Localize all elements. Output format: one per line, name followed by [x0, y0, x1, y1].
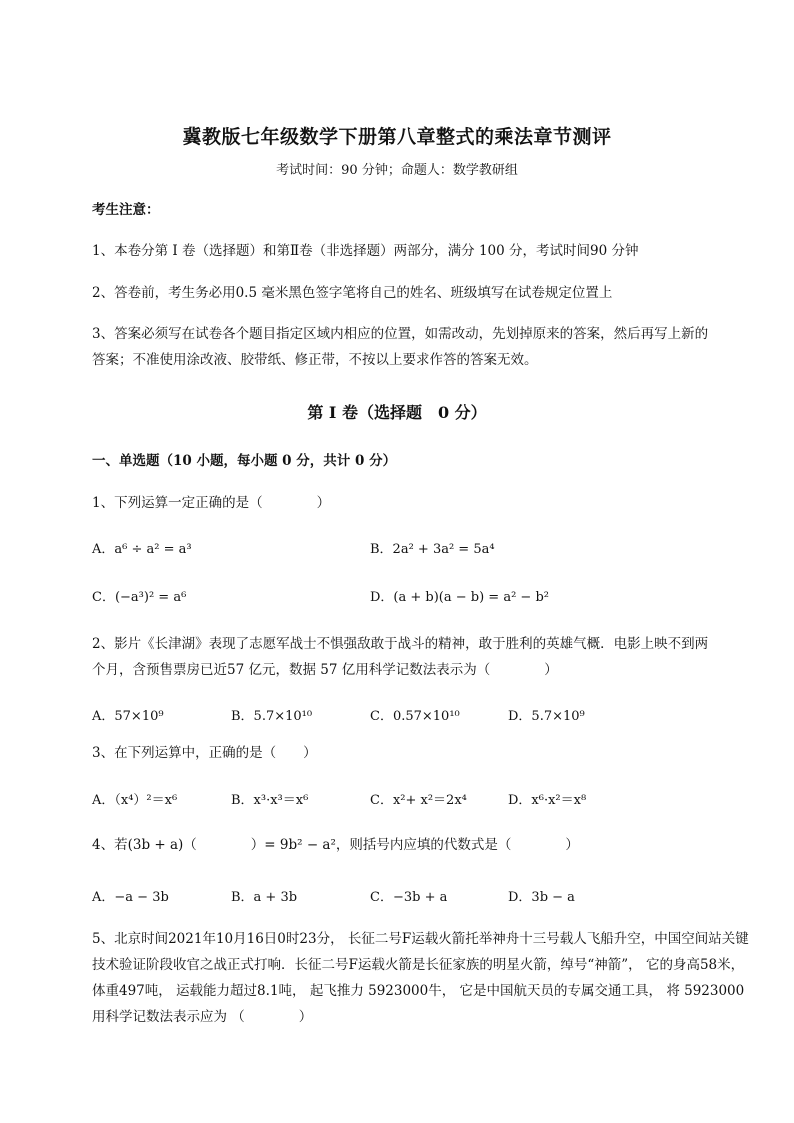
section-title: 第 I 卷（选择题 0 分） [307, 403, 487, 422]
question-1-option-c: C．(−a³)² = a⁶ [92, 590, 187, 605]
note-item-1: 1、本卷分第 I 卷（选择题）和第Ⅱ卷（非选择题）两部分，满分 100 分，考试时间90 分钟 [92, 243, 639, 259]
question-5-stem: 5、北京时间2021年10月16日0时23分， 长征二号F运载火箭托举神舟十三号载人飞船升空，中国空间站关键技术验证阶段收官之战正式打响．长征二号F运载火箭是长征家族的明星火箭，绰号“神箭”， 它的身高58米， 体重497吨， 运载能力超过8.1吨， 起飞推力 5923000牛， 它是中国航天员的专属交通工具， 将 5923000 用科学记数法表示应为 （ ） [92, 931, 749, 1025]
note-item-3: 3、答案必须写在试卷各个题目指定区域内相应的位置，如需改动，先划掉原来的答案，然后再写上新的答案；不准使用涂改液、胶带纸、修正带，不按以上要求作答的答案无效。 [92, 326, 709, 368]
page-title: 冀教版七年级数学下册第八章整式的乘法章节测评 [182, 126, 612, 148]
question-3-option-a: A．（x⁴）²＝x⁶ [92, 793, 178, 808]
notes-heading: 考生注意： [92, 202, 160, 218]
question-2-stem: 2、影片《长津湖》表现了志愿军战士不惧强敌敢于战斗的精神，敢于胜利的英雄气概．电影上映不到两个月，含预售票房已近57 亿元，数据 57 亿用科学记数法表示为（ ） [92, 636, 709, 678]
question-2-option-a: A．57×10⁹ [92, 709, 164, 724]
question-1-option-d: D．(a + b)(a − b) = a² − b² [370, 590, 549, 605]
question-3-option-c: C．x²+ x²＝2x⁴ [370, 793, 467, 808]
question-2-option-d: D．5.7×10⁹ [508, 709, 585, 724]
question-3-option-d: D．x⁶·x²＝x⁸ [508, 793, 587, 808]
question-3-option-b: B．x³·x³＝x⁶ [231, 793, 309, 808]
note-item-2: 2、答卷前，考生务必用0.5 毫米黑色签字笔将自己的姓名、班级填写在试卷规定位置上 [92, 285, 613, 301]
question-1-option-b: B．2a² + 3a² = 5a⁴ [370, 542, 495, 557]
question-1-option-a: A．a⁶ ÷ a² = a³ [92, 542, 192, 557]
question-1-stem: 1、下列运算一定正确的是（ ） [92, 495, 331, 511]
question-2-option-b: B．5.7×10¹⁰ [231, 709, 313, 724]
question-4-option-d: D．3b − a [508, 890, 575, 905]
part-heading: 一、单选题（10 小题，每小题 0 分，共计 0 分） [92, 453, 397, 469]
question-4-option-c: C．−3b + a [370, 890, 448, 905]
question-4-option-b: B．a + 3b [231, 890, 298, 905]
question-4-option-a: A．−a − 3b [92, 890, 169, 905]
question-2-option-c: C．0.57×10¹⁰ [370, 709, 460, 724]
question-4-stem: 4、若(3b + a)（ ）= 9b² − a²，则括号内应填的代数式是（ ） [92, 837, 579, 853]
question-3-stem: 3、在下列运算中，正确的是（ ） [92, 745, 317, 761]
page-subtitle: 考试时间：90 分钟；命题人：数学教研组 [276, 163, 518, 178]
